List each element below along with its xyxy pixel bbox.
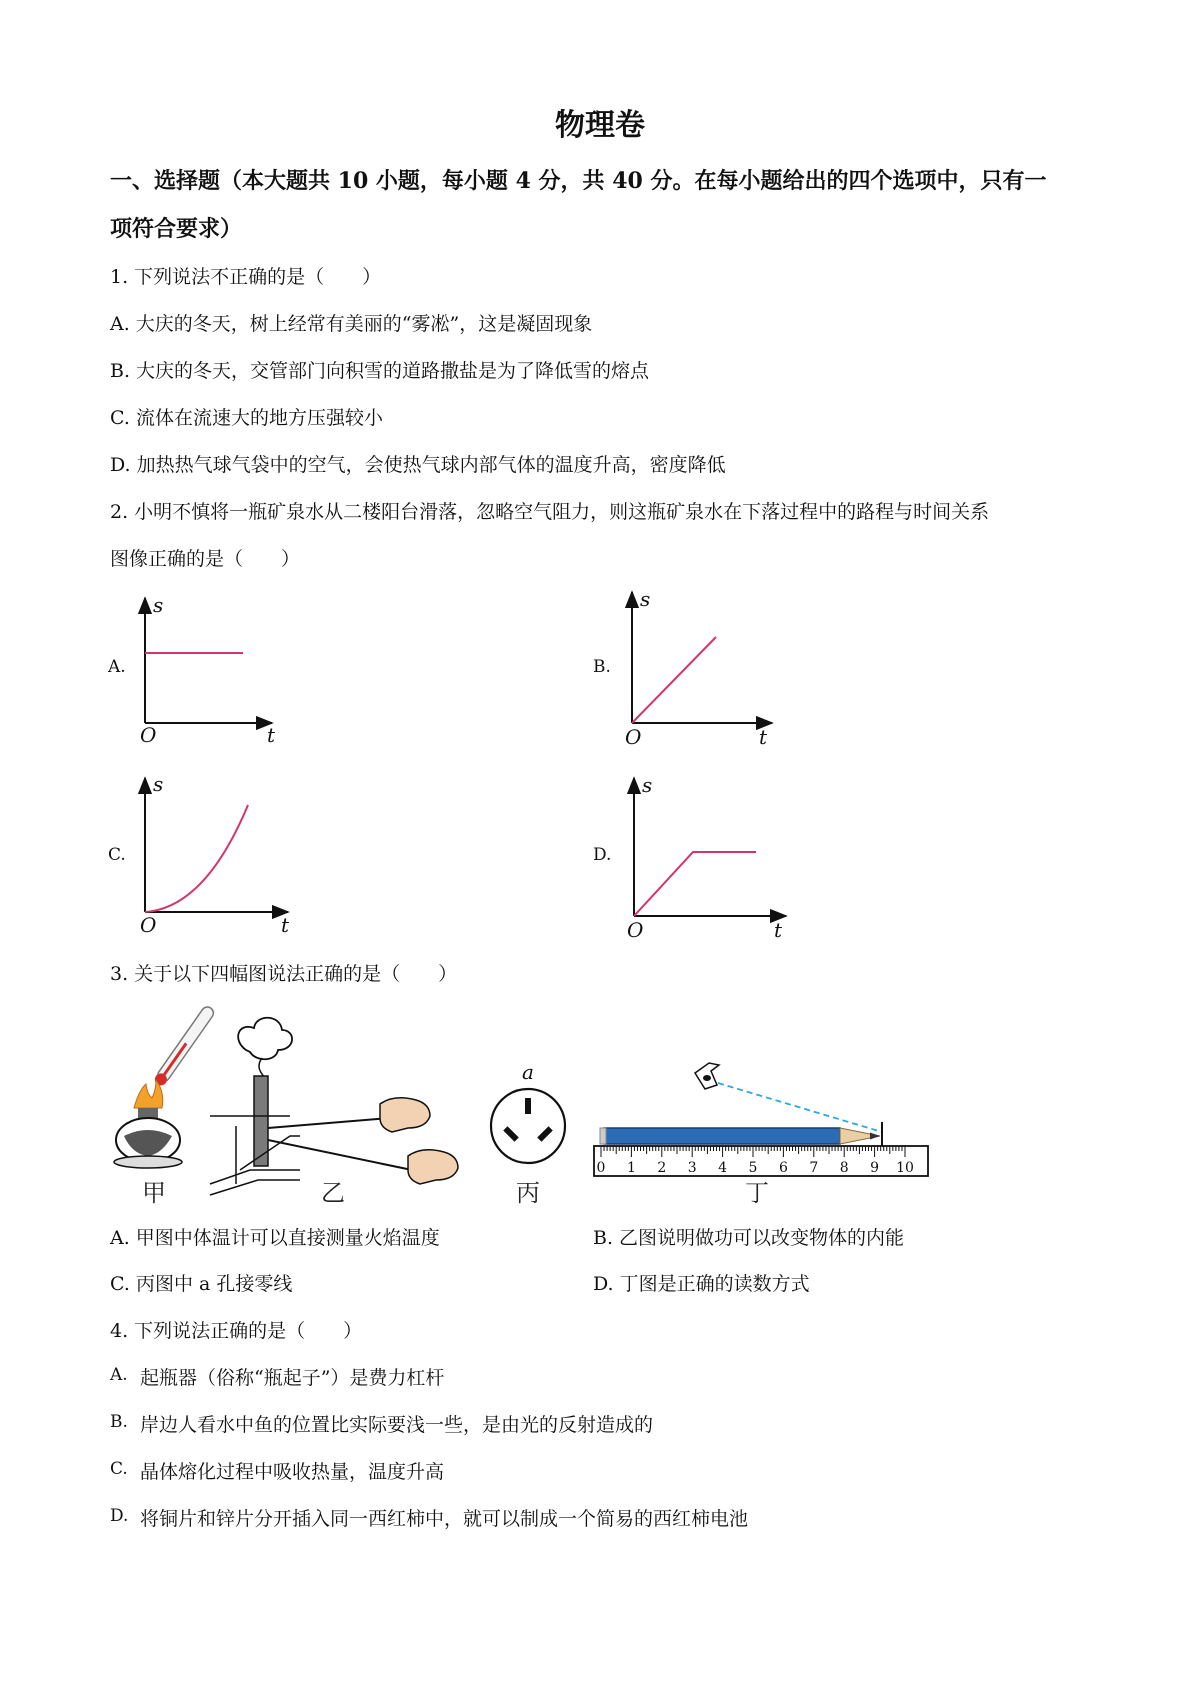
hand-icon-lower xyxy=(408,1150,458,1184)
graph-a-label: A. xyxy=(108,657,126,677)
q3-stem: 3. 关于以下四幅图说法正确的是（ ） xyxy=(110,963,458,985)
ruler-tick-label: 7 xyxy=(809,1160,819,1176)
flame-icon xyxy=(134,1080,163,1108)
q3-option-c: C. 丙图中 a 孔接零线 xyxy=(110,1273,293,1295)
graph-d-label: D. xyxy=(593,845,612,865)
ruler-tick-label: 9 xyxy=(870,1160,880,1176)
graph-b-curve xyxy=(632,637,716,723)
q3-option-d: D. 丁图是正确的读数方式 xyxy=(593,1273,810,1295)
page-title: 物理卷 xyxy=(555,108,645,143)
q1-stem: 1. 下列说法不正确的是（ ） xyxy=(110,266,382,288)
q4-option-a-label: A. xyxy=(110,1365,128,1385)
ruler-tick-label: 1 xyxy=(626,1160,636,1176)
q4-option-c-label: C. xyxy=(110,1459,128,1479)
caption-ding: 丁 xyxy=(745,1179,769,1207)
graph-b xyxy=(625,587,772,749)
q3-option-a: A. 甲图中体温计可以直接测量火焰温度 xyxy=(110,1227,440,1249)
section-heading-line1: 一、选择题（本大题共 10 小题，每小题 4 分，共 40 分。在每小题给出的四个选项中，只有一 xyxy=(110,168,1047,194)
pencil-body xyxy=(604,1128,840,1144)
hand-icon-upper xyxy=(380,1098,430,1132)
graph-d-origin-label: O xyxy=(627,918,644,942)
q4-option-d-text: 将铜片和锌片分开插入同一西红柿中，就可以制成一个简易的西红柿电池 xyxy=(140,1508,749,1530)
section-heading-line2: 项符合要求） xyxy=(110,216,243,242)
thermometer-icon xyxy=(153,1005,216,1088)
graph-b-s-label: s xyxy=(640,587,651,611)
q3-option-b: B. 乙图说明做功可以改变物体的内能 xyxy=(593,1227,905,1249)
q1-option-d: D. 加热热气球气袋中的空气，会使热气球内部气体的温度升高，密度降低 xyxy=(110,454,726,476)
q2-stem-line1: 2. 小明不慎将一瓶矿泉水从二楼阳台滑落，忽略空气阻力，则这瓶矿泉水在下落过程中的路程与时间关系 xyxy=(110,501,990,523)
graph-a-origin-label: O xyxy=(140,723,157,747)
ruler-tick-label: 2 xyxy=(657,1160,667,1176)
ruler-tick-label: 8 xyxy=(839,1160,849,1176)
graph-a xyxy=(140,593,276,747)
q1-option-c: C. 流体在流速大的地方压强较小 xyxy=(110,407,383,429)
ruler-tick-label: 0 xyxy=(596,1160,606,1176)
q4-option-a-text: 起瓶器（俗称“瓶起子”）是费力杠杆 xyxy=(140,1367,445,1389)
caption-jia: 甲 xyxy=(142,1179,166,1207)
graph-d xyxy=(627,773,786,942)
graph-c-origin-label: O xyxy=(140,913,157,937)
figure-ding xyxy=(594,1063,928,1176)
graph-a-s-label: s xyxy=(153,593,164,617)
sight-line xyxy=(718,1083,882,1132)
graph-c xyxy=(140,772,290,937)
graph-b-origin-label: O xyxy=(625,725,642,749)
ruler-tick-label: 10 xyxy=(896,1160,914,1176)
ruler-tick-label: 4 xyxy=(718,1160,728,1176)
rope-upper xyxy=(268,1118,390,1128)
ruler-tick-label: 5 xyxy=(748,1160,758,1176)
figure-bing xyxy=(491,1060,565,1163)
ruler-tick-label: 6 xyxy=(778,1160,788,1176)
figure-yi xyxy=(210,1018,458,1195)
q4-option-c-text: 晶体熔化过程中吸收热量，温度升高 xyxy=(140,1461,445,1483)
graph-d-t-label: t xyxy=(774,918,783,942)
q1-option-a: A. 大庆的冬天，树上经常有美丽的“雾凇”，这是凝固现象 xyxy=(110,313,593,335)
vapor-cloud-icon xyxy=(238,1018,292,1060)
q4-option-d-label: D. xyxy=(110,1506,129,1526)
graph-a-t-label: t xyxy=(267,723,276,747)
graph-c-label: C. xyxy=(108,845,126,865)
caption-yi: 乙 xyxy=(321,1179,345,1207)
caption-bing: 丙 xyxy=(516,1179,540,1207)
graph-d-s-label: s xyxy=(642,773,653,797)
graph-b-label: B. xyxy=(593,657,611,677)
q4-option-b-text: 岸边人看水中鱼的位置比实际要浅一些，是由光的反射造成的 xyxy=(140,1414,654,1436)
graph-c-s-label: s xyxy=(153,772,164,796)
q4-option-b-label: B. xyxy=(110,1412,128,1432)
graph-c-t-label: t xyxy=(281,913,290,937)
q1-option-b: B. 大庆的冬天，交管部门向积雪的道路撒盐是为了降低雪的熔点 xyxy=(110,360,650,382)
rope-lower xyxy=(268,1140,412,1170)
ruler-tick-label: 3 xyxy=(687,1160,697,1176)
socket-a-label: a xyxy=(522,1060,534,1084)
graph-c-curve xyxy=(145,805,248,912)
graph-b-t-label: t xyxy=(759,725,768,749)
q2-stem-line2: 图像正确的是（ ） xyxy=(110,548,301,570)
graph-d-curve xyxy=(634,852,756,916)
figure-jia xyxy=(114,1005,216,1168)
q4-stem: 4. 下列说法正确的是（ ） xyxy=(110,1320,363,1342)
